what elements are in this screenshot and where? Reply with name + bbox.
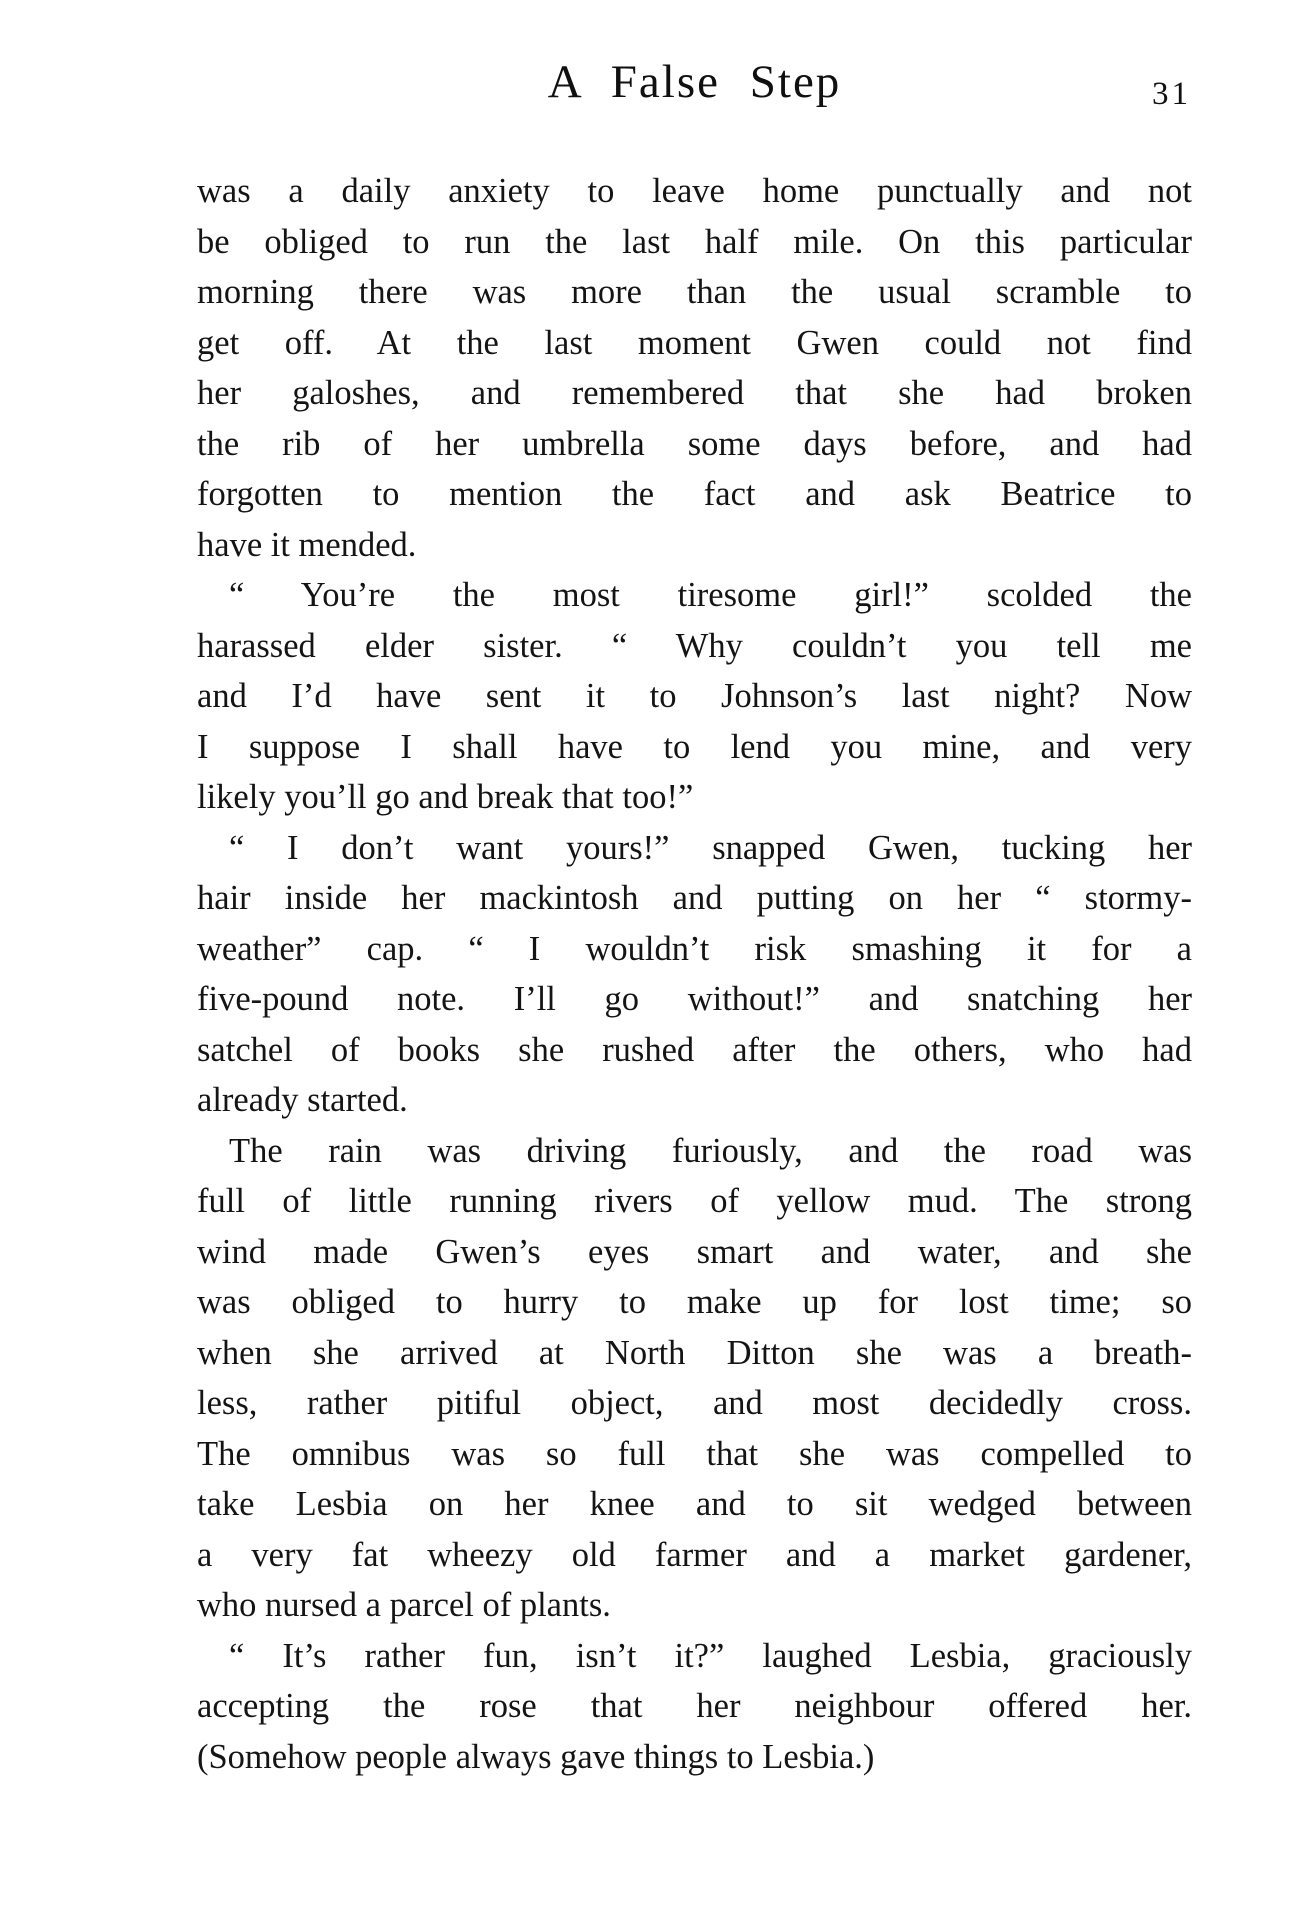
text-line: was a daily anxiety to leave home punctually and not (197, 172, 1192, 210)
text-line: when she arrived at North Ditton she was a breath- (197, 1333, 1192, 1372)
text-line: forgotten to mention the fact and ask Beatrice to (197, 475, 1192, 513)
paragraph (197, 1126, 1192, 1631)
text-line: her galoshes, and remembered that she had broken (197, 374, 1192, 412)
text-line: have it mended. (197, 525, 417, 564)
text-line: was obliged to hurry to make up for lost time; so (197, 1283, 1192, 1321)
page-number: 31 (1152, 76, 1191, 112)
paragraph (197, 570, 1192, 823)
text-line: likely you’ll go and break that too!” (197, 778, 694, 816)
text-line: be obliged to run the last half mile. On this particular (197, 222, 1192, 261)
text-line: who nursed a parcel of plants. (197, 1586, 611, 1624)
text-line: morning there was more than the usual scramble to (197, 273, 1192, 311)
text-line: (Somehow people always gave things to Lesbia.) (197, 1737, 875, 1776)
text-line: “ It’s rather fun, isn’t it?” laughed Lesbia, graciously (229, 1636, 1192, 1675)
text-line: I suppose I shall have to lend you mine, and very (197, 727, 1192, 766)
text-line: five-pound note. I’ll go without!” and snatching her (197, 980, 1192, 1018)
text-line: full of little running rivers of yellow mud. The strong (197, 1182, 1192, 1220)
paragraph (197, 1631, 1192, 1783)
page-title: A False Step (547, 56, 842, 108)
text-line: already started. (197, 1081, 408, 1119)
text-line: The rain was driving furiously, and the road was (229, 1131, 1192, 1170)
text-line: weather” cap. “ I wouldn’t risk smashing it for a (197, 929, 1192, 968)
text-line: “ I don’t want yours!” snapped Gwen, tucking her (229, 828, 1192, 867)
text-line: satchel of books she rushed after the others, who had (197, 1030, 1192, 1069)
text-line: a very fat wheezy old farmer and a market gardener, (197, 1535, 1192, 1574)
paragraph (197, 823, 1192, 1126)
text-line: “ You’re the most tiresome girl!” scolded the (229, 576, 1192, 614)
text-line: hair inside her mackintosh and putting on her “ stormy- (197, 879, 1192, 917)
page-body (197, 166, 1192, 1782)
text-line: accepting the rose that her neighbour offered her. (197, 1687, 1192, 1725)
text-line: the rib of her umbrella some days before, and had (197, 424, 1192, 463)
text-line: The omnibus was so full that she was compelled to (197, 1434, 1192, 1473)
text-line: harassed elder sister. “ Why couldn’t you tell me (197, 626, 1192, 665)
running-header (197, 52, 1192, 122)
text-line: get off. At the last moment Gwen could not find (197, 323, 1192, 362)
text-line: and I’d have sent it to Johnson’s last night? Now (197, 677, 1192, 715)
text-line: take Lesbia on her knee and to sit wedged between (197, 1485, 1192, 1523)
text-line: wind made Gwen’s eyes smart and water, and she (197, 1232, 1192, 1271)
text-line: less, rather pitiful object, and most decidedly cross. (197, 1384, 1192, 1422)
paragraph (197, 166, 1192, 570)
